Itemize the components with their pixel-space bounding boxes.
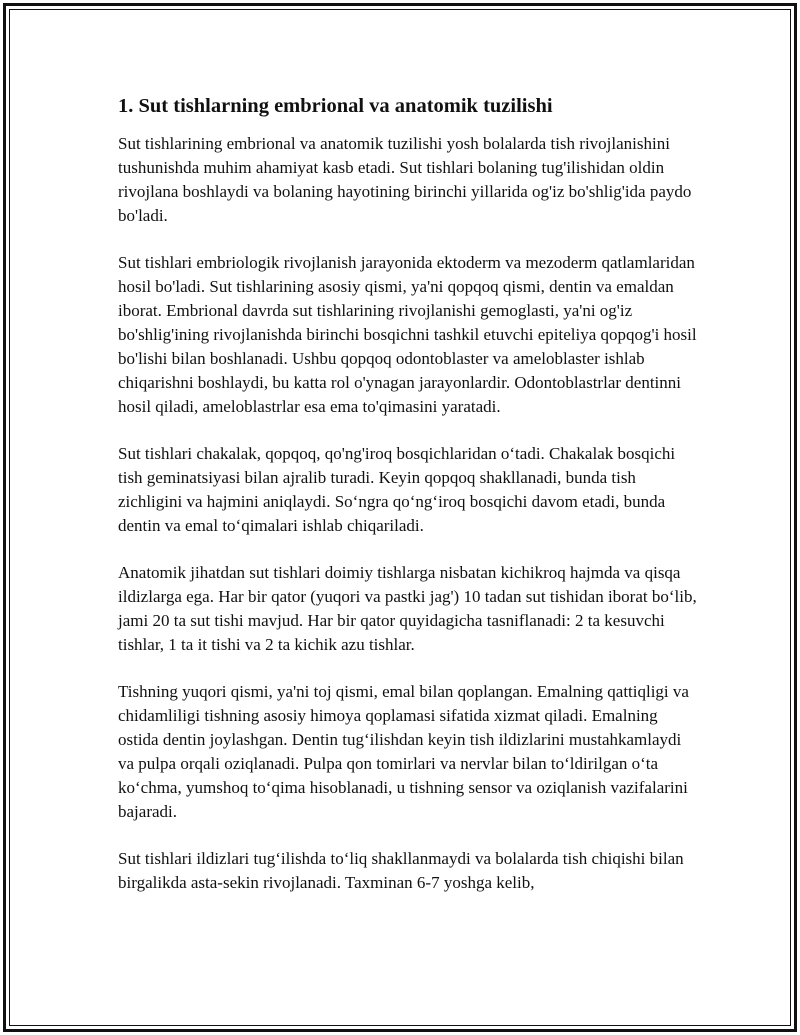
paragraph-5: Tishning yuqori qismi, ya'ni toj qismi, emal bilan qoplangan. Emalning qattiqligi va chidamliligi tishning asosiy himoya qoplamasi sifatida xizmat qiladi. Emalning ostida dentin joylashgan. Dentin tug‘ilishdan keyin tish ildizlarini mustahkamlaydi va pulpa orqali oziqlanadi. Pulpa qon tomirlari va nervlar bilan to‘ldirilgan o‘ta ko‘chma, yumshoq to‘qima hisoblanadi, u tishning sensor va oziqlanish vazifalarini bajaradi. (118, 682, 689, 821)
document-body (118, 92, 698, 918)
paragraph-6: Sut tishlari ildizlari tug‘ilishda to‘liq shakllanmaydi va bolalarda tish chiqishi bilan birgalikda asta-sekin rivojlanadi. Taxminan 6-7 yoshga kelib, (118, 849, 684, 892)
section-heading: 1. Sut tishlarning embrional va anatomik tuzilishi (118, 95, 553, 117)
paragraph-3: Sut tishlari chakalak, qopqoq, qo'ng'iroq bosqichlaridan o‘tadi. Chakalak bosqichi tish geminatsiyasi bilan ajralib turadi. Keyin qopqoq shakllanadi, bunda tish zichligini va hajmini aniqlaydi. So‘ngra qo‘ng‘iroq bosqichi davom etadi, bunda dentin va emal to‘qimalari ishlab chiqariladi. (118, 444, 676, 535)
paragraph-2: Sut tishlari embriologik rivojlanish jarayonida ektoderm va mezoderm qatlamlaridan hosil bo'ladi. Sut tishlarining asosiy qismi, ya'ni qopqoq qismi, dentin va emaldan iborat. Embrional davrda sut tishlarining rivojlanishi gemoglasti, ya'ni og'iz bo'shlig'ining rivojlanishda birinchi bosqichni tashkil etuvchi epiteliya qopqog'i hosil bo'lishi bilan boshlanadi. Ushbu qopqoq odontoblaster va ameloblaster ishlab chiqarishni boshlaydi, bu katta rol o'ynagan jarayonlardir. Odontoblastrlar dentinni hosil qiladi, ameloblastrlar esa ema to'qimasini yaratadi. (118, 253, 697, 416)
paragraph-1: Sut tishlarining embrional va anatomik tuzilishi yosh bolalarda tish rivojlanishini tushunishda muhim ahamiyat kasb etadi. Sut tishlari bolaning tug'ilishidan oldin rivojlana boshlaydi va bolaning hayotining birinchi yillarida og'iz bo'shlig'ida paydo bo'ladi. (118, 134, 692, 225)
paragraph-4: Anatomik jihatdan sut tishlari doimiy tishlarga nisbatan kichikroq hajmda va qisqa ildizlarga ega. Har bir qator (yuqori va pastki jag') 10 tadan sut tishidan iborat bo‘lib, jami 20 ta sut tishi mavjud. Har bir qator quyidagicha tasniflanadi: 2 ta kesuvchi tishlar, 1 ta it tishi va 2 ta kichik azu tishlar. (118, 563, 697, 654)
